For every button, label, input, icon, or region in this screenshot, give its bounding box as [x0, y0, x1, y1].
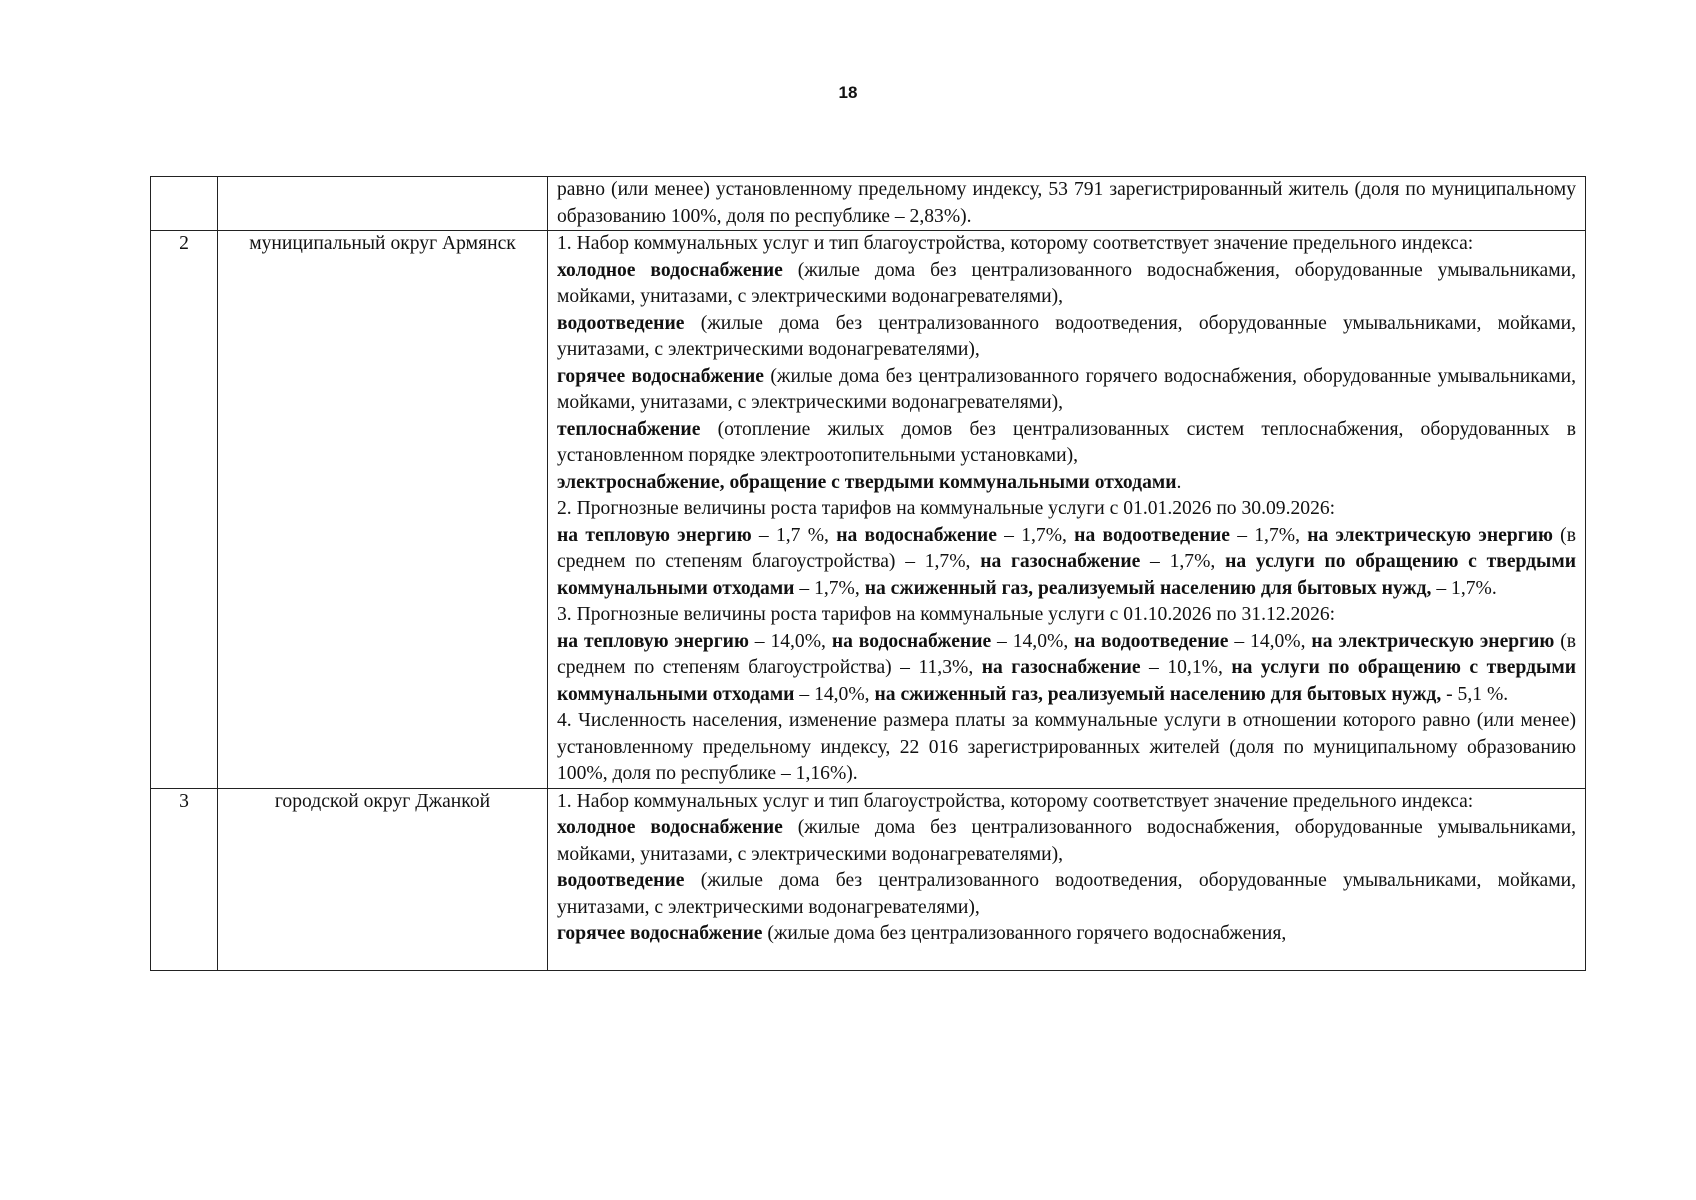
bold-text: электроснабжение, обращение с твердыми коммунальными отходами [557, 471, 1177, 493]
text-run: 2. Прогнозные величины роста тарифов на коммунальные услуги с 01.01.2026 по 30.09.2026: [557, 498, 1336, 519]
text-run: – 1,7%, [1229, 524, 1308, 546]
bold-text: водоотведение [557, 312, 685, 334]
text-run: – 14,0%, [794, 683, 875, 705]
paragraph [557, 177, 1576, 230]
text-run: (отопление жилых домов без централизованных систем теплоснабжения, оборудованных в установленном порядке электроотопительными установками), [557, 418, 1576, 466]
table-row [151, 177, 1586, 231]
text-run: 3. Прогнозные величины роста тарифов на коммунальные услуги с 01.10.2026 по 31.12.2026: [557, 604, 1336, 625]
municipality-name: городской округ Джанкой [218, 788, 548, 970]
row-number: 3 [151, 788, 218, 970]
table-row [151, 231, 1586, 789]
text-run: (в среднем по степеням благоустройства) – 11,3%, [557, 630, 1576, 678]
paragraph [557, 311, 1576, 364]
text-run: 1. Набор коммунальных услуг и тип благоустройства, которому соответствует значение предельного индекса: [557, 233, 1474, 254]
bold-text: на водоотведение [1074, 630, 1229, 652]
text-run: 4. Численность населения, изменение размера платы за коммунальные услуги в отношении которого равно (или менее) установленному предельному индексу, 22 016 зарегистрированных жителей (доля по муниципальному образованию 100%, доля по республике – 1,16%). [557, 710, 1576, 784]
bold-text: горячее водоснабжение [557, 365, 764, 387]
bold-text: на электрическую энергию [1311, 630, 1555, 652]
row-description [548, 231, 1586, 789]
text-run: – 1,7%, [1140, 551, 1226, 572]
bold-text: на услуги по обращению с твердыми коммунальными отходами [557, 551, 1576, 599]
bold-text: на газоснабжение [980, 551, 1141, 572]
bold-text: на сжиженный газ, реализуемый населению для бытовых нужд, [864, 577, 1432, 599]
text-run: . [1176, 471, 1182, 493]
text-run: равно (или менее) установленному предельному индексу, 53 791 зарегистрированный житель (доля по муниципальному образованию 100%, доля по республике – 2,83%). [557, 179, 1576, 227]
text-run: (жилые дома без централизованного водоснабжения, оборудованные умывальниками, мойками, унитазами, с электрическими водонагревателями), [557, 817, 1577, 865]
text-run: – 10,1%, [1140, 657, 1232, 678]
bold-text: горячее водоснабжение [557, 923, 763, 944]
text-run: – 1,7 %, [751, 524, 837, 546]
text-run: – 14,0%, [748, 630, 832, 652]
paragraph [557, 258, 1576, 311]
bold-text: на водоснабжение [836, 524, 997, 546]
text-run: (в среднем по степеням благоустройства) – 1,7%, [557, 524, 1576, 572]
bold-text: на сжиженный газ, реализуемый населению для бытовых нужд, [874, 683, 1442, 705]
paragraph [557, 868, 1576, 921]
paragraph [557, 523, 1576, 603]
bold-text: на тепловую энергию [557, 524, 752, 546]
bold-text: теплоснабжение [557, 418, 701, 440]
paragraph [557, 815, 1576, 868]
bold-text: водоотведение [557, 870, 685, 891]
text-run: 1. Набор коммунальных услуг и тип благоустройства, которому соответствует значение предельного индекса: [557, 790, 1474, 812]
bold-text: на газоснабжение [981, 657, 1141, 678]
text-run: – 1,7%, [996, 524, 1075, 546]
paragraph [557, 470, 1576, 497]
text-run: – 14,0%, [991, 630, 1075, 652]
paragraph [557, 629, 1576, 709]
municipality-name: муниципальный округ Армянск [218, 231, 548, 789]
bold-text: холодное водоснабжение [557, 259, 783, 281]
text-run: (жилые дома без централизованного горячего водоснабжения, оборудованные умывальниками, мойками, унитазами, с электрическими водонагревателями), [557, 365, 1576, 413]
text-run: - 5,1 %. [1441, 683, 1509, 705]
bold-text: на тепловую энергию [557, 630, 749, 652]
bold-text: на водоотведение [1074, 524, 1230, 546]
page-number: 18 [838, 83, 858, 102]
bold-text: на электрическую энергию [1307, 524, 1553, 546]
paragraph [557, 921, 1576, 948]
row-description [548, 788, 1586, 970]
paragraph [557, 602, 1576, 629]
text-run: (жилые дома без централизованного горячего водоснабжения, [762, 923, 1287, 944]
row-number: 2 [151, 231, 218, 789]
municipality-name [218, 177, 548, 231]
paragraph [557, 417, 1576, 470]
row-description [548, 177, 1586, 231]
paragraph [557, 789, 1576, 816]
row-number [151, 177, 218, 231]
text-run: (жилые дома без централизованного водоснабжения, оборудованные умывальниками, мойками, унитазами, с электрическими водонагревателями), [557, 259, 1577, 307]
tariff-table [150, 176, 1586, 971]
paragraph [557, 708, 1576, 788]
text-run: – 14,0%, [1228, 630, 1312, 652]
table-row [151, 788, 1586, 970]
text-run: – 1,7%, [794, 577, 865, 599]
bold-text: на услуги по обращению с твердыми коммунальными отходами [557, 657, 1576, 705]
paragraph [557, 364, 1576, 417]
paragraph [557, 231, 1576, 258]
bold-text: холодное водоснабжение [557, 817, 783, 838]
bold-text: на водоснабжение [831, 630, 992, 652]
text-run: – 1,7%. [1431, 577, 1497, 599]
paragraph [557, 496, 1576, 523]
text-run: (жилые дома без централизованного водоотведения, оборудованные умывальниками, мойками, унитазами, с электрическими водонагревателями), [557, 870, 1576, 918]
text-run: (жилые дома без централизованного водоотведения, оборудованные умывальниками, мойками, унитазами, с электрическими водонагревателями), [557, 312, 1576, 360]
